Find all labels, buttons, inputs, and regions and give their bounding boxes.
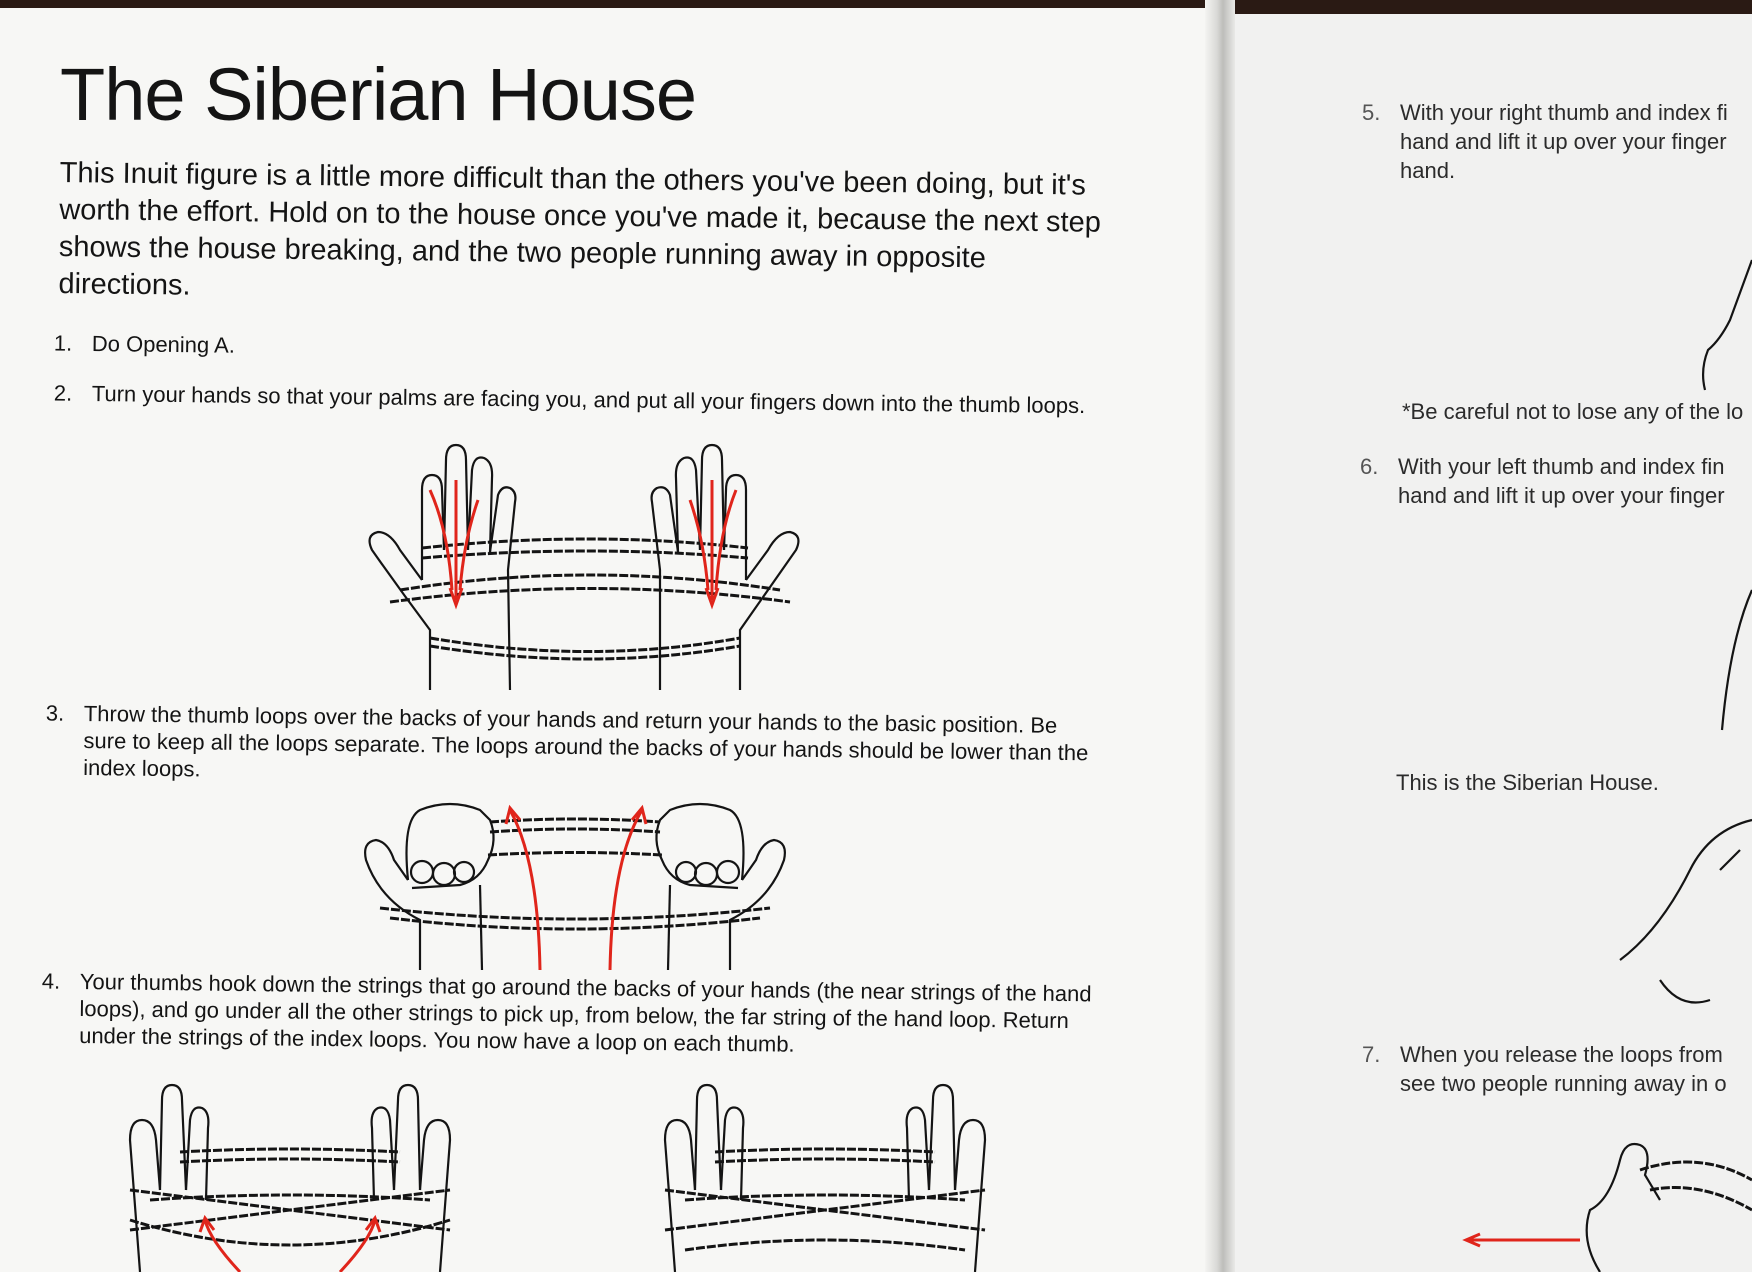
step-number: 3. — [45, 700, 65, 726]
step-text: Your thumbs hook down the strings that go around the backs of your hands (the near strings of the hand loops), and go under all the other strings to pick up, from below, the far string of the hand loop. Return under the strings of the index loops. You now have a loop on each thumb. — [79, 968, 1092, 1057]
figure-step-3 — [360, 780, 790, 970]
step-text: Turn your hands so that your palms are facing you, and put all your fingers down into the thumb loops. — [91, 380, 1086, 419]
right-fist-illustration — [656, 804, 784, 970]
step-line: hand. — [1400, 158, 1456, 183]
string-loops — [380, 819, 770, 929]
note-text: *Be careful not to lose any of the lo — [1402, 399, 1744, 424]
step-line: see two people running away in o — [1400, 1071, 1727, 1096]
intro-paragraph: This Inuit figure is a little more difficult than the others you've been doing, but it's worth the effort. Hold on to the house once you've made it, because the next step shows the house breaking, and the two people running away in opposite directions. — [58, 156, 1102, 302]
step-number: 2. — [53, 380, 73, 406]
step-text: Throw the thumb loops over the backs of your hands and return your hands to the basic position. Be sure to keep all the loops separate. The loops around the backs of your hands should be lower than the index loops. — [83, 700, 1089, 782]
figure-siberian-house-partial — [1560, 810, 1752, 1010]
figure-step-4a — [110, 1080, 470, 1272]
careful-note — [1402, 397, 1743, 426]
result-caption — [1396, 768, 1659, 797]
step-text: Do Opening A. — [91, 330, 236, 358]
step-number: 7. — [1362, 1042, 1381, 1067]
left-fist-illustration — [365, 804, 493, 970]
step-number: 1. — [53, 330, 73, 356]
figure-step-2 — [360, 440, 820, 690]
step-number: 6. — [1360, 454, 1379, 479]
figure-step-4b — [655, 1080, 995, 1272]
step-line: With your left thumb and index fin — [1398, 454, 1725, 479]
step-line: When you release the loops from — [1400, 1042, 1723, 1067]
figure-step-5-partial — [1660, 250, 1752, 410]
caption-text: This is the Siberian House. — [1396, 770, 1659, 795]
page-title: The Siberian House — [60, 53, 697, 136]
step-number: 5. — [1362, 100, 1381, 125]
step-line: hand and lift it up over your finger — [1398, 483, 1725, 508]
book-gutter — [1205, 0, 1235, 1272]
step-4 — [41, 968, 1110, 1062]
step-5 — [1362, 98, 1728, 185]
step-number: 4. — [41, 968, 61, 994]
step-6 — [1360, 452, 1725, 510]
figure-step-6-partial — [1700, 580, 1752, 740]
step-line: With your right thumb and index fi — [1400, 100, 1728, 125]
red-arrows — [506, 808, 646, 970]
right-hand-illustration — [652, 445, 799, 690]
step-7 — [1362, 1040, 1727, 1098]
step-line: hand and lift it up over your finger — [1400, 129, 1727, 154]
figure-step-7-partial — [1460, 1120, 1752, 1272]
